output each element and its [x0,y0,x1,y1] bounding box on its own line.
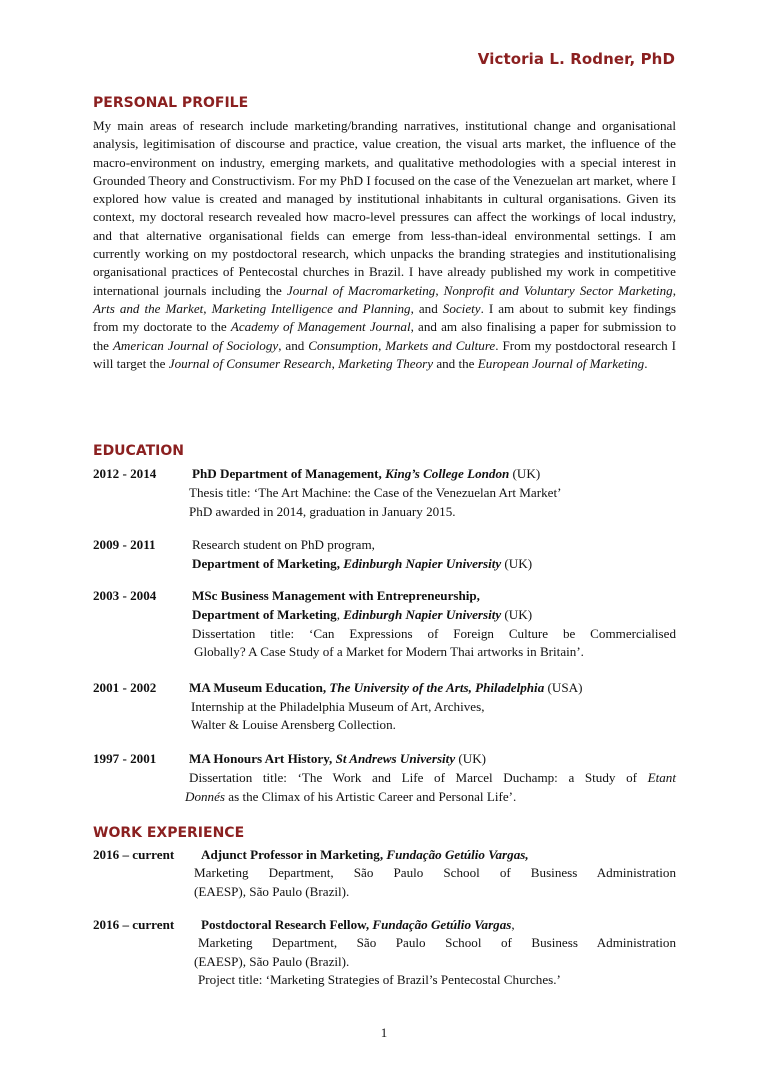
entry-date: 2003 - 2004 [93,588,157,603]
entry-institution: Department of Marketing, Edinburgh Napier University (UK) [192,607,533,622]
entry-title: Adjunct Professor in Marketing, Fundação Getúlio Vargas, [201,847,529,862]
entry-detail: Internship at the Philadelphia Museum of Art, Archives, [191,699,485,714]
entry-detail: Donnés as the Climax of his Artistic Career and Personal Life’. [185,789,517,804]
entry-title: MA Honours Art History, St Andrews University (UK) [189,751,487,766]
entry-detail: PhD awarded in 2014, graduation in January 2015. [189,504,456,519]
entry-date: 2009 - 2011 [93,537,156,552]
entry-detail: Marketing Department, São Paulo School of Business Administration [198,935,676,950]
entry-detail: Globally? A Case Study of a Market for Modern Thai artworks in Britain’. [194,644,584,659]
entry-date: 2012 - 2014 [93,466,157,481]
entry-detail: Dissertation title: ‘The Work and Life of Marcel Duchamp: a Study of Etant [189,770,676,785]
entry-title: MSc Business Management with Entrepreneurship, [192,588,480,603]
entry-detail: (EAESP), São Paulo (Brazil). [194,954,350,969]
entry-detail: Project title: ‘Marketing Strategies of Brazil’s Pentecostal Churches.’ [198,972,561,987]
author-name: Victoria L. Rodner, PhD [477,50,675,68]
entry-date: 2001 - 2002 [93,680,157,695]
entry-detail: Dissertation title: ‘Can Expressions of Foreign Culture be Commercialised [192,626,676,641]
education-heading: EDUCATION [93,443,184,459]
entry-detail: Thesis title: ‘The Art Machine: the Case of the Venezuelan Art Market’ [189,485,562,500]
entry-title: PhD Department of Management, King’s College London (UK) [192,466,541,481]
page-number: 1 [380,1025,388,1040]
personal-profile-text: My main areas of research include marketing/branding narratives, institutional change and organisational analysis, legitimisation of discourse and practice, value creation, the visual arts market, the influence of the macro-environment on industry, emerging markets, and qualitative methodologies with a special interest in Grounded Theory and Constructivism. For my PhD I focused on the case of the Venezuelan art market, where I explored how value is created and managed by institutional inhabitants in cultural organisations. Given its context, my doctoral research revealed how macro-level pressures can affect the workings of local industry, and that alternative organisational fields can emerge from less-than-ideal environmental settings. I am currently working on my postdoctoral research, which unpacks the branding strategies and institutionalising organisational practices of Pentecostal churches in Brazil. I have already published my work in competitive international journals including the Journal of Macromarketing, Nonprofit and Voluntary Sector Marketing, Arts and the Market, Marketing Intelligence and Planning, and Society. I am about to submit key findings from my doctorate to the Academy of Management Journal, and am also finalising a paper for submission to the American Journal of Sociology, and Consumption, Markets and Culture. From my postdoctoral research I will target the Journal of Consumer Research, Marketing Theory and the European Journal of Marketing. [93,118,677,371]
entry-title: MA Museum Education, The University of the Arts, Philadelphia (USA) [189,680,583,695]
entry-title: Department of Marketing, Edinburgh Napier University (UK) [192,556,533,571]
work-experience-heading: WORK EXPERIENCE [93,825,245,841]
entry-date: 2016 – current [93,917,175,932]
entry-date: 2016 – current [93,847,175,862]
entry-date: 1997 - 2001 [93,751,157,766]
entry-title: Postdoctoral Research Fellow, Fundação Getúlio Vargas, [201,917,515,932]
entry-detail: Marketing Department, São Paulo School of Business Administration [194,865,676,880]
entry-detail: Walter & Louise Arensberg Collection. [191,717,396,732]
entry-detail: (EAESP), São Paulo (Brazil). [194,884,350,899]
entry-detail: Research student on PhD program, [192,537,375,552]
personal-profile-heading: PERSONAL PROFILE [93,95,249,111]
